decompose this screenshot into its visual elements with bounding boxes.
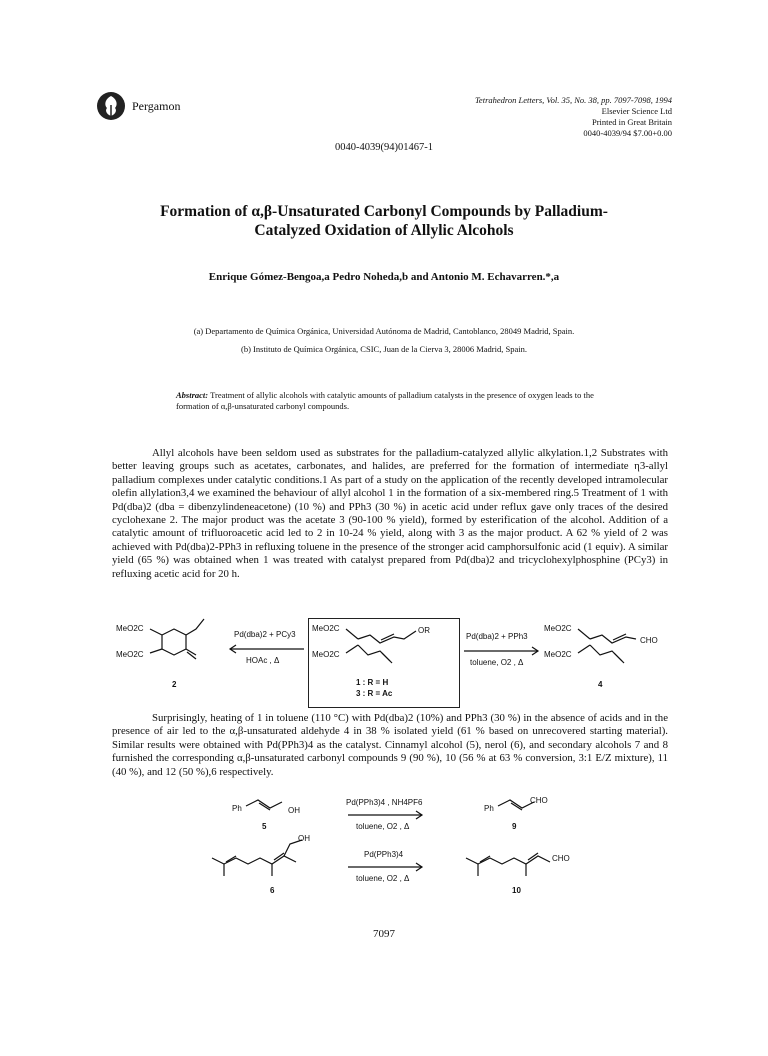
- phenyl-label: Ph: [232, 804, 242, 813]
- reaction-arrow-1: [346, 810, 426, 820]
- paper-title: [80, 202, 688, 240]
- reaction-arrow-2: [346, 862, 426, 872]
- abstract-label: Abstract:: [176, 390, 209, 400]
- meo2c-label: MeO2C: [312, 624, 340, 633]
- journal-citation: Tetrahedron Letters, Vol. 35, No. 38, pp. 7097-7098, 1994: [474, 95, 672, 105]
- journal-issn-price: 0040-4039/94 $7.00+0.00: [583, 128, 672, 138]
- condition-1-top: Pd(PPh3)4 , NH4PF6: [346, 798, 423, 807]
- compound-10-label: 10: [512, 886, 521, 895]
- compound-4-label: 4: [598, 680, 603, 689]
- or-group-label: OR: [418, 626, 430, 635]
- condition-2-bottom: toluene, O2 , Δ: [356, 874, 410, 883]
- condition-left-top: Pd(dba)2 + PCy3: [234, 630, 296, 639]
- paragraph-1-text: Allyl alcohols have been seldom used as substrates for the palladium-catalyzed allylic alkylation.1,2 Substrates with better leaving groups such as acetates, carbonates, and halides, are preferred for the formation of intermediate η3-allyl palladium complexes under catalytic conditions.1 As part of a study on the application of the recently developed intramolecular olefin allylation3,4 we examined the behaviour of allyl alcohol 1 in the formation of a six-membered ring.5 Treatment of 1 with Pd(dba)2 (dba = dibenzylindeneacetone) (10 %) and PPh3 (30 %) in acetic acid under reflux gave only traces of the desired cyclohexane 2. The major product was the acetate 3 (90-100 % yield), formed by esterification of the alcohol. Addition of a catalytic amount of trifluoroacetic acid led to 2 in 10-24 % yield, along with 3 as the major product. A 62 % yield of 2 was achieved with Pd(dba)2-PPh3 in refluxing toluene in the presence of the stronger acid camphorsulfonic acid (1 equiv). A similar yield (65 %) was obtained when 1 was treated with catalyst prepared from Pd(dba)2 and tricyclohexylphosphine (PCy3) in refluxing acetic acid for 20 h.: [112, 447, 668, 580]
- hydroxyl-label: OH: [288, 806, 300, 815]
- reaction-arrow-right: [462, 646, 542, 656]
- title-line-2: Catalyzed Oxidation of Allylic Alcohols: [254, 222, 514, 239]
- pergamon-tree-logo-icon: [96, 91, 126, 121]
- condition-2-top: Pd(PPh3)4: [364, 850, 404, 859]
- compound-1-structure: [346, 615, 446, 675]
- abstract: [176, 390, 616, 412]
- meo2c-label: MeO2C: [312, 650, 340, 659]
- compound-3-definition: 3 : R = Ac: [356, 689, 393, 698]
- publisher-name: Pergamon: [132, 99, 181, 113]
- meo2c-label: MeO2C: [544, 650, 572, 659]
- condition-right-top: Pd(dba)2 + PPh3: [466, 632, 528, 641]
- body-paragraph-2: [112, 712, 668, 779]
- journal-publisher: Elsevier Science Ltd: [601, 106, 672, 116]
- body-paragraph-1: [112, 447, 668, 581]
- article-code: 0040-4039(94)01467-1: [335, 142, 433, 153]
- compound-6-label: 6: [270, 886, 275, 895]
- scheme-box-compound-1-3: [308, 618, 460, 708]
- compound-9-label: 9: [512, 822, 517, 831]
- condition-right-bottom: toluene, O2 , Δ: [470, 658, 524, 667]
- journal-info: [392, 95, 672, 139]
- compound-9-structure: [498, 798, 542, 814]
- meo2c-label: MeO2C: [116, 624, 144, 633]
- compound-2-label: 2: [172, 680, 177, 689]
- abstract-text: Treatment of allylic alcohols with catalytic amounts of palladium catalysts in the presence of oxygen leads to the formation of α,β-unsaturated carbonyl compounds.: [176, 390, 594, 411]
- compound-2-structure: [150, 615, 220, 675]
- affiliation-a: (a) Departamento de Química Orgánica, Universidad Autónoma de Madrid, Cantoblanco, 28049 Madrid, Spain.: [193, 326, 575, 336]
- affiliation-b: (b) Instituto de Química Orgánica, CSIC, Juan de la Cierva 3, 28006 Madrid, Spain.: [241, 344, 527, 354]
- aldehyde-label: CHO: [640, 636, 658, 645]
- author-list: Enrique Gómez-Bengoa,a Pedro Noheda,b and Antonio M. Echavarren.*,a: [208, 271, 560, 283]
- compound-5-structure: [246, 798, 290, 814]
- aldehyde-label: CHO: [552, 854, 570, 863]
- hydroxyl-label: OH: [298, 834, 310, 843]
- reaction-arrow-left: [228, 644, 308, 654]
- paragraph-2-text: Surprisingly, heating of 1 in toluene (110 °C) with Pd(dba)2 (10%) and PPh3 (30 %) in the absence of acids and in the presence of air led to the α,β-unsaturated aldehyde 4 in 38 % isolated yield (61 % based on unrecovered starting material). Similar results were obtained with Pd(PPh3)4 as the catalyst. Cinnamyl alcohol (5), nerol (6), and secondary alcohols 7 and 8 furnished the corresponding α,β-unsaturated carbonyl compounds 9 (90 %), 10 (56 % at 63 % conversion, 3:1 E/Z mixture), 11 (40 %), and 12 (50 %),6 respectively.: [112, 712, 668, 778]
- compound-6-structure: [212, 838, 322, 878]
- phenyl-label: Ph: [484, 804, 494, 813]
- meo2c-label: MeO2C: [116, 650, 144, 659]
- condition-left-bottom: HOAc , Δ: [246, 656, 280, 665]
- journal-printed: Printed in Great Britain: [591, 117, 672, 127]
- meo2c-label: MeO2C: [544, 624, 572, 633]
- compound-1-definition: 1 : R = H: [356, 678, 389, 687]
- compound-4-structure: [578, 615, 668, 675]
- compound-5-label: 5: [262, 822, 267, 831]
- aldehyde-label: CHO: [530, 796, 548, 805]
- title-line-1: Formation of α,β-Unsaturated Carbonyl Compounds by Palladium-: [160, 203, 608, 220]
- page-number: 7097: [373, 928, 395, 940]
- compound-10-structure: [466, 844, 576, 884]
- condition-1-bottom: toluene, O2 , Δ: [356, 822, 410, 831]
